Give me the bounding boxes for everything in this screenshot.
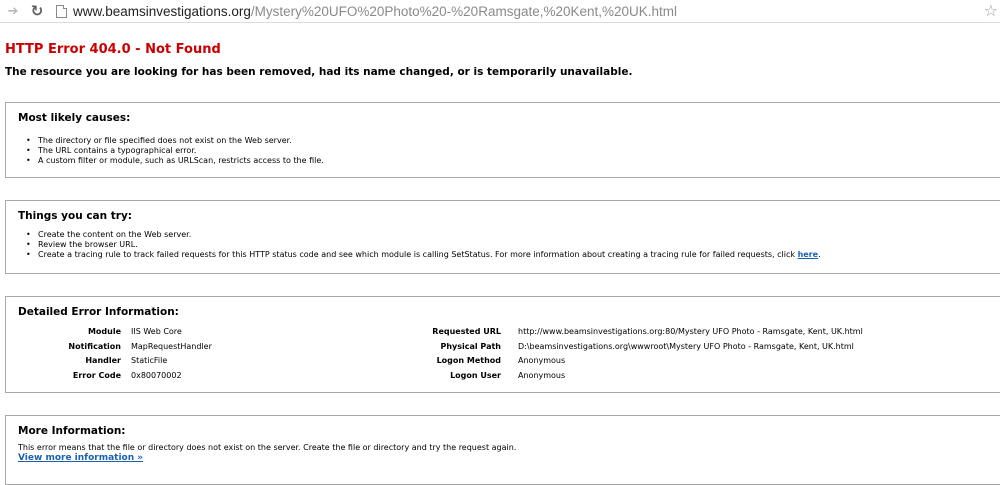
list-item: • Create the content on the Web server. <box>38 230 821 240</box>
table-row <box>6 356 1000 370</box>
reload-icon[interactable]: ↻ <box>30 2 44 20</box>
list-item: • Review the browser URL. <box>38 240 821 250</box>
try-list <box>38 230 821 259</box>
causes-list <box>38 136 324 165</box>
error-title: HTTP Error 404.0 - Not Found <box>5 42 221 57</box>
address-bar[interactable] <box>73 4 677 19</box>
details-panel <box>5 296 1000 393</box>
detail-label: Error Code <box>72 370 121 380</box>
causes-heading: Most likely causes: <box>18 112 131 124</box>
url-host: www.beamsinvestigations.org <box>73 3 251 19</box>
detail-value: IIS Web Core <box>131 327 182 336</box>
details-heading: Detailed Error Information: <box>18 306 179 318</box>
forward-arrow-icon[interactable]: ➔ <box>7 3 19 19</box>
table-row <box>6 342 1000 356</box>
detail-value: D:\beamsinvestigations.org\wwwroot\Mystery UFO Photo - Ramsgate, Kent, UK.html <box>518 341 854 351</box>
url-path: /Mystery%20UFO%20Photo%20-%20Ramsgate,%20Kent,%20UK.html <box>250 3 678 19</box>
detail-label: Notification <box>68 341 121 351</box>
detail-label: Handler <box>85 356 121 365</box>
more-info-text: This error means that the file or directory does not exist on the server. Create the file or directory and try the request again. <box>18 443 517 452</box>
list-item: • The URL contains a typographical error. <box>38 146 324 156</box>
view-more-information-link[interactable]: View more information » <box>18 453 144 463</box>
detail-value: MapRequestHandler <box>131 341 212 351</box>
table-row <box>6 327 1000 341</box>
try-heading: Things you can try: <box>18 210 133 222</box>
detail-value: http://www.beamsinvestigations.org:80/Mystery UFO Photo - Ramsgate, Kent, UK.html <box>518 327 863 336</box>
detail-label: Logon Method <box>436 356 501 365</box>
page-icon <box>56 5 67 18</box>
list-item <box>38 250 821 260</box>
detail-value: 0x80070002 <box>131 370 182 380</box>
here-link[interactable]: here <box>797 249 819 259</box>
detail-label: Requested URL <box>432 327 501 336</box>
detail-label: Physical Path <box>440 341 501 351</box>
tracing-text: Create a tracing rule to track failed requests for this HTTP status code and see which module is calling SetStatus. For more information about creating a tracing rule for failed requests, click <box>38 249 798 259</box>
detail-label: Logon User <box>450 370 501 380</box>
tracing-end: . <box>818 249 821 259</box>
error-subtitle: The resource you are looking for has been removed, had its name changed, or is temporarily unavailable. <box>5 66 633 78</box>
list-item: • A custom filter or module, such as URLScan, restricts access to the file. <box>38 156 324 166</box>
try-panel <box>5 200 1000 274</box>
browser-toolbar <box>0 0 1000 23</box>
detail-value: Anonymous <box>518 370 566 380</box>
detail-value: StaticFile <box>131 356 168 365</box>
table-row <box>6 371 1000 385</box>
more-info-panel <box>5 415 1000 485</box>
bookmark-star-icon[interactable]: ☆ <box>983 1 998 20</box>
more-info-link-wrap <box>18 453 143 463</box>
detail-value: Anonymous <box>518 356 566 365</box>
causes-panel <box>5 102 1000 178</box>
more-heading: More Information: <box>18 425 126 437</box>
list-item: • The directory or file specified does not exist on the Web server. <box>38 136 324 146</box>
detail-label: Module <box>87 327 121 336</box>
